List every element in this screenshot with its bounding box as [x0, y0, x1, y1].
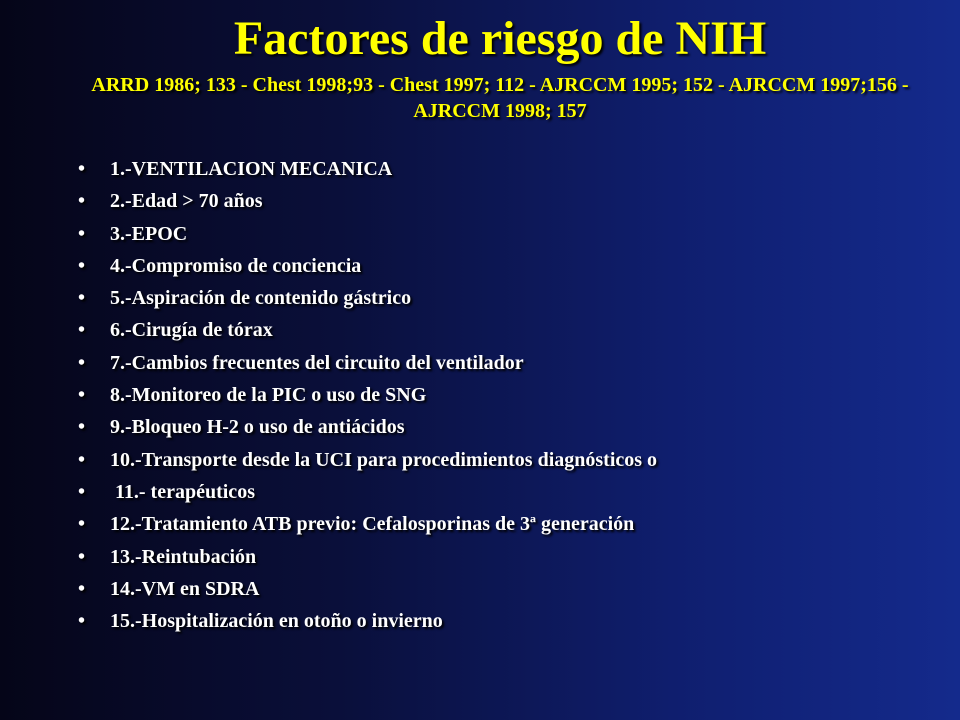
bullet-icon: •	[78, 158, 86, 180]
bullet-icon: •	[78, 287, 86, 310]
slide-references: ARRD 1986; 133 - Chest 1998;93 - Chest 1997; 112 - AJRCCM 1995; 152 - AJRCCM 1997;156 - AJRCCM 1998; 157	[91, 74, 909, 122]
bullet-icon: •	[78, 319, 86, 342]
list-item-text: 6.-Cirugía de tórax	[110, 319, 273, 342]
list-item	[78, 314, 938, 346]
slide-title: Factores de riesgo de NIH	[233, 12, 767, 65]
list-item	[78, 508, 938, 540]
list-item	[78, 282, 938, 314]
list-item	[78, 573, 938, 605]
bullet-icon: •	[78, 480, 86, 503]
list-item	[78, 411, 938, 443]
list-item	[78, 379, 938, 411]
list-item	[78, 185, 938, 217]
bullet-icon: •	[78, 448, 86, 471]
list-item-text: 2.-Edad > 70 años	[110, 190, 263, 213]
list-item-text: 10.-Transporte desde la UCI para procedimientos diagnósticos o	[110, 448, 658, 471]
list-item	[78, 347, 938, 379]
list-item	[78, 250, 938, 282]
list-item-text: 4.-Compromiso de conciencia	[110, 254, 362, 277]
bullet-icon: •	[78, 610, 86, 633]
bullet-icon: •	[78, 513, 86, 536]
list-item	[78, 476, 938, 508]
list-item-text: 7.-Cambios frecuentes del circuito del ventilador	[110, 351, 524, 374]
list-item-text: 11.- terapéuticos	[110, 480, 255, 503]
list-item-text: 12.-Tratamiento ATB previo: Cefalosporinas de 3ª generación	[110, 513, 635, 536]
list-item	[78, 444, 938, 476]
list-item-text: 5.-Aspiración de contenido gástrico	[110, 287, 412, 310]
list-item	[78, 153, 938, 185]
list-item	[78, 605, 938, 637]
list-item-text: 3.-EPOC	[110, 222, 188, 245]
bullet-icon: •	[78, 577, 86, 600]
bullet-icon: •	[78, 190, 86, 213]
bullet-icon: •	[78, 384, 86, 407]
list-item	[78, 541, 938, 573]
risk-factor-list	[78, 153, 938, 637]
list-item	[78, 218, 938, 250]
list-item-text: 1.-VENTILACION MECANICA	[110, 158, 393, 180]
bullet-icon: •	[78, 254, 86, 277]
bullet-icon: •	[78, 351, 86, 374]
list-item-text: 8.-Monitoreo de la PIC o uso de SNG	[110, 384, 427, 407]
list-item-text: 9.-Bloqueo H-2 o uso de antiácidos	[110, 416, 405, 439]
list-item-text: 14.-VM en SDRA	[110, 577, 260, 600]
list-item-text: 13.-Reintubación	[110, 545, 257, 568]
list-item-text: 15.-Hospitalización en otoño o invierno	[110, 610, 443, 633]
bullet-icon: •	[78, 545, 86, 568]
bullet-icon: •	[78, 416, 86, 439]
bullet-icon: •	[78, 222, 86, 245]
